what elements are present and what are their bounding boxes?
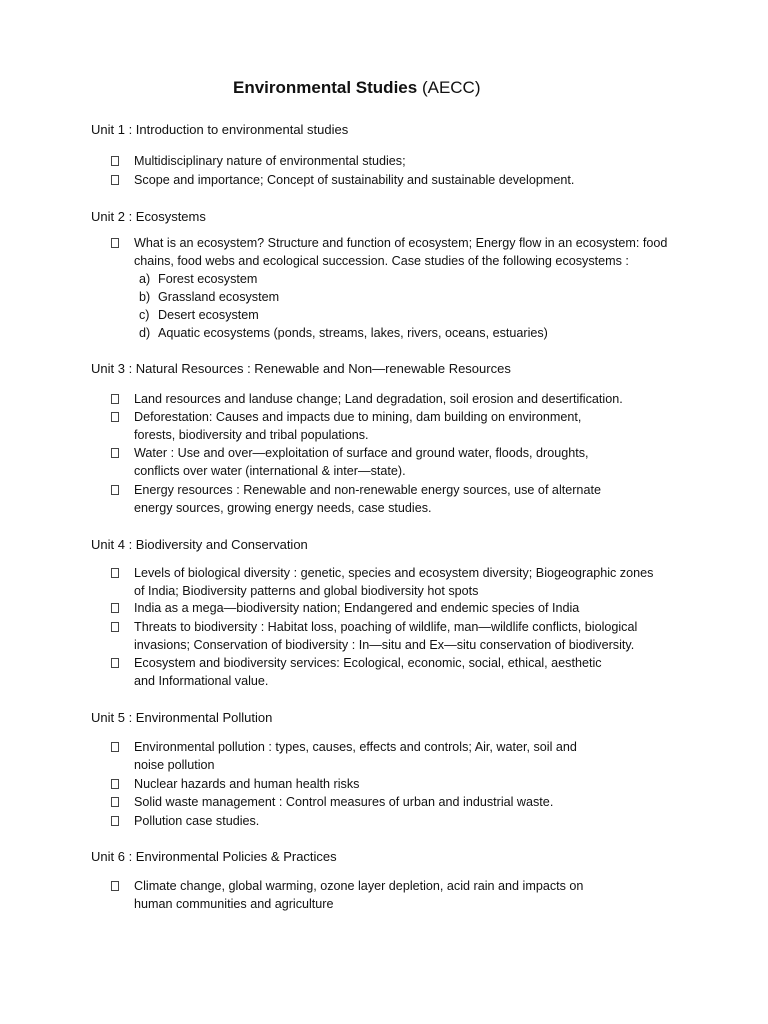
unit-3-item-3-line-2: conflicts over water (international & inter—state). bbox=[134, 464, 406, 478]
subitem-text: Forest ecosystem bbox=[158, 272, 258, 286]
bullet-icon bbox=[111, 485, 121, 497]
bullet-icon bbox=[111, 797, 121, 809]
subitem-letter: d) bbox=[139, 326, 151, 340]
unit-3-item-3-line-1: Water : Use and over—exploitation of surface and ground water, floods, droughts, bbox=[134, 446, 589, 460]
subitem-letter: c) bbox=[139, 308, 150, 322]
unit-4-item-2-line-1: India as a mega—biodiversity nation; Endangered and endemic species of India bbox=[134, 601, 580, 615]
subitem-text: Aquatic ecosystems (ponds, streams, lakes, rivers, oceans, estuaries) bbox=[158, 326, 548, 340]
bullet-icon bbox=[111, 622, 121, 634]
unit-6-item-1-line-1: Climate change, global warming, ozone layer depletion, acid rain and impacts on bbox=[134, 879, 584, 893]
bullet-icon bbox=[111, 742, 121, 754]
bullet-icon bbox=[111, 175, 121, 187]
unit-5-item-3-line-1: Solid waste management : Control measures of urban and industrial waste. bbox=[134, 795, 554, 809]
bullet-icon bbox=[111, 412, 121, 424]
unit-3-item-2-line-2: forests, biodiversity and tribal populations. bbox=[134, 428, 369, 442]
subitem-letter: b) bbox=[139, 290, 151, 304]
unit-1-item-1-line-1: Multidisciplinary nature of environmental studies; bbox=[134, 154, 406, 168]
bullet-icon bbox=[111, 816, 121, 828]
unit-2-subitem-a bbox=[139, 271, 257, 289]
unit-4-item-3-line-2: invasions; Conservation of biodiversity : In—situ and Ex—situ conservation of biodiversity. bbox=[134, 638, 635, 652]
unit-4-heading: Unit 4 : Biodiversity and Conservation bbox=[91, 537, 308, 552]
bullet-icon bbox=[111, 238, 121, 250]
unit-2-heading: Unit 2 : Ecosystems bbox=[91, 209, 206, 224]
bullet-icon bbox=[111, 603, 121, 615]
unit-4-item-4-line-2: and Informational value. bbox=[134, 674, 269, 688]
unit-6-heading: Unit 6 : Environmental Policies & Practices bbox=[91, 849, 337, 864]
unit-4-item-3-line-1: Threats to biodiversity : Habitat loss, poaching of wildlife, man—wildlife conflicts, biological bbox=[134, 620, 638, 634]
unit-3-item-4-line-2: energy sources, growing energy needs, case studies. bbox=[134, 501, 432, 515]
title-suffix: (AECC) bbox=[421, 78, 481, 97]
unit-4-item-1-line-1: Levels of biological diversity : genetic, species and ecosystem diversity; Biogeographic zones bbox=[134, 566, 654, 580]
unit-5-item-1-line-1: Environmental pollution : types, causes, effects and controls; Air, water, soil and bbox=[134, 740, 577, 754]
unit-4-item-1-line-2: of India; Biodiversity patterns and global biodiversity hot spots bbox=[134, 584, 479, 598]
subitem-letter: a) bbox=[139, 272, 151, 286]
unit-2-item-1-line-2: chains, food webs and ecological succession. Case studies of the following ecosystems : bbox=[134, 254, 629, 268]
unit-2-item-1-line-1: What is an ecosystem? Structure and function of ecosystem; Energy flow in an ecosystem: food bbox=[134, 236, 668, 250]
bullet-icon bbox=[111, 658, 121, 670]
unit-5-item-4-line-1: Pollution case studies. bbox=[134, 814, 260, 828]
unit-4-item-4-line-1: Ecosystem and biodiversity services: Ecological, economic, social, ethical, aesthetic bbox=[134, 656, 602, 670]
bullet-icon bbox=[111, 568, 121, 580]
bullet-icon bbox=[111, 881, 121, 893]
bullet-icon bbox=[111, 448, 121, 460]
unit-2-subitem-b bbox=[139, 289, 279, 307]
unit-3-item-1-line-1: Land resources and landuse change; Land degradation, soil erosion and desertification. bbox=[134, 392, 623, 406]
unit-6-item-1-line-2: human communities and agriculture bbox=[134, 897, 334, 911]
unit-5-heading: Unit 5 : Environmental Pollution bbox=[91, 710, 273, 725]
page-title bbox=[233, 78, 481, 98]
unit-1-item-2-line-1: Scope and importance; Concept of sustainability and sustainable development. bbox=[134, 173, 575, 187]
unit-3-heading: Unit 3 : Natural Resources : Renewable and Non—renewable Resources bbox=[91, 361, 511, 376]
unit-5-item-2-line-1: Nuclear hazards and human health risks bbox=[134, 777, 360, 791]
bullet-icon bbox=[111, 156, 121, 168]
unit-3-item-2-line-1: Deforestation: Causes and impacts due to mining, dam building on environment, bbox=[134, 410, 582, 424]
bullet-icon bbox=[111, 779, 121, 791]
unit-1-heading: Unit 1 : Introduction to environmental studies bbox=[91, 122, 349, 137]
unit-5-item-1-line-2: noise pollution bbox=[134, 758, 215, 772]
unit-3-item-4-line-1: Energy resources : Renewable and non-renewable energy sources, use of alternate bbox=[134, 483, 601, 497]
bullet-icon bbox=[111, 394, 121, 406]
subitem-text: Grassland ecosystem bbox=[158, 290, 280, 304]
subitem-text: Desert ecosystem bbox=[158, 308, 259, 322]
unit-2-subitem-c bbox=[139, 307, 259, 325]
unit-2-subitem-d bbox=[139, 325, 548, 343]
title-text: Environmental Studies bbox=[233, 78, 418, 97]
